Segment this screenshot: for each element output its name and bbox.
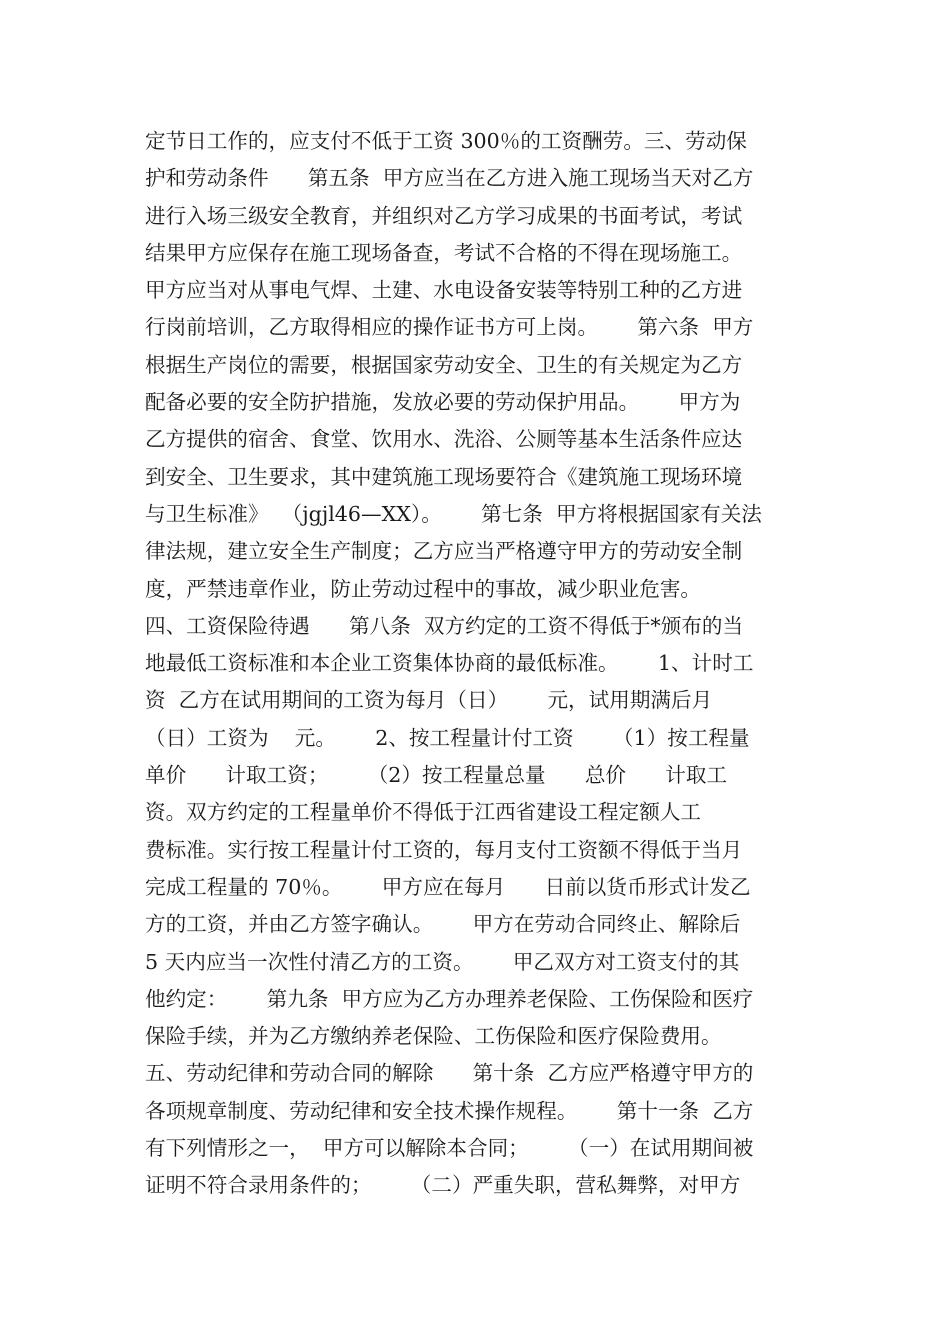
- text-line: （日）工资为 元。 2、按工程量计付工资 （1）按工程量: [145, 725, 750, 750]
- text-line: 五、劳动纪律和劳动合同的解除 第十条 乙方应严格遵守甲方的: [145, 1061, 754, 1086]
- text-line: 甲方应当对从事电气焊、土建、水电设备安装等特别工种的乙方进: [145, 278, 743, 303]
- text-line: 度，严禁违章作业，防止劳动过程中的事故，减少职业危害。: [145, 576, 702, 601]
- text-line: 保险手续，并为乙方缴纳养老保险、工伤保险和医疗保险费用。: [145, 1024, 722, 1049]
- text-line: 方的工资，并由乙方签字确认。 甲方在劳动合同终止、解除后: [145, 912, 741, 937]
- text-line: 各项规章制度、劳动纪律和安全技术操作规程。 第十一条 乙方: [145, 1098, 754, 1123]
- text-line: 结果甲方应保存在施工现场备查，考试不合格的不得在现场施工。: [145, 240, 743, 265]
- text-line: 地最低工资标准和本企业工资集体协商的最低标准。 1、计时工: [145, 651, 754, 676]
- text-line: 证明不符合录用条件的； （二）严重失职，营私舞弊，对甲方: [145, 1173, 741, 1198]
- text-line: 他约定： 第九条 甲方应为乙方办理养老保险、工伤保险和医疗: [145, 986, 754, 1011]
- text-line: 护和劳动条件 第五条 甲方应当在乙方进入施工现场当天对乙方: [145, 166, 754, 191]
- text-line: 费标准。实行按工程量计付工资的，每月支付工资额不得低于当月: [145, 837, 743, 862]
- text-line: 完成工程量的 70％。 甲方应在每月 日前以货币形式计发乙: [145, 874, 751, 899]
- text-line: 资 乙方在试用期间的工资为每月（日） 元，试用期满后月: [145, 688, 713, 713]
- text-line: 5 天内应当一次性付清乙方的工资。 甲乙双方对工资支付的其: [145, 949, 740, 974]
- text-line: 有下列情形之一， 甲方可以解除本合同； （一）在试用期间被: [145, 1136, 754, 1161]
- text-line: 行岗前培训，乙方取得相应的操作证书方可上岗。 第六条 甲方: [145, 315, 754, 340]
- text-line: 配备必要的安全防护措施，发放必要的劳动保护用品。 甲方为: [145, 390, 741, 415]
- text-line: 定节日工作的，应支付不低于工资 300％的工资酬劳。三、劳动保: [145, 129, 747, 153]
- text-line: 根据生产岗位的需要，根据国家劳动安全、卫生的有关规定为乙方: [145, 352, 743, 377]
- text-line: 到安全、卫生要求，其中建筑施工现场要符合《建筑施工现场环境: [145, 464, 743, 489]
- text-line: 律法规，建立安全生产制度；乙方应当严格遵守甲方的劳动安全制: [145, 539, 743, 564]
- text-line: 乙方提供的宿舍、食堂、饮用水、洗浴、公厕等基本生活条件应达: [145, 427, 743, 452]
- text-line: 资。双方约定的工程量单价不得低于江西省建设工程定额人工: [145, 800, 702, 825]
- text-line: 与卫生标准》 （jgjl46—XX）。 第七条 甲方将根据国家有关法: [145, 501, 762, 526]
- text-line: 单价 计取工资； （2）按工程量总量 总价 计取工: [145, 763, 728, 788]
- text-line: 进行入场三级安全教育，并组织对乙方学习成果的书面考试，考试: [145, 203, 743, 228]
- text-line: 四、工资保险待遇 第八条 双方约定的工资不得低于*颁布的当: [145, 613, 744, 638]
- document-body-text: [145, 123, 815, 1205]
